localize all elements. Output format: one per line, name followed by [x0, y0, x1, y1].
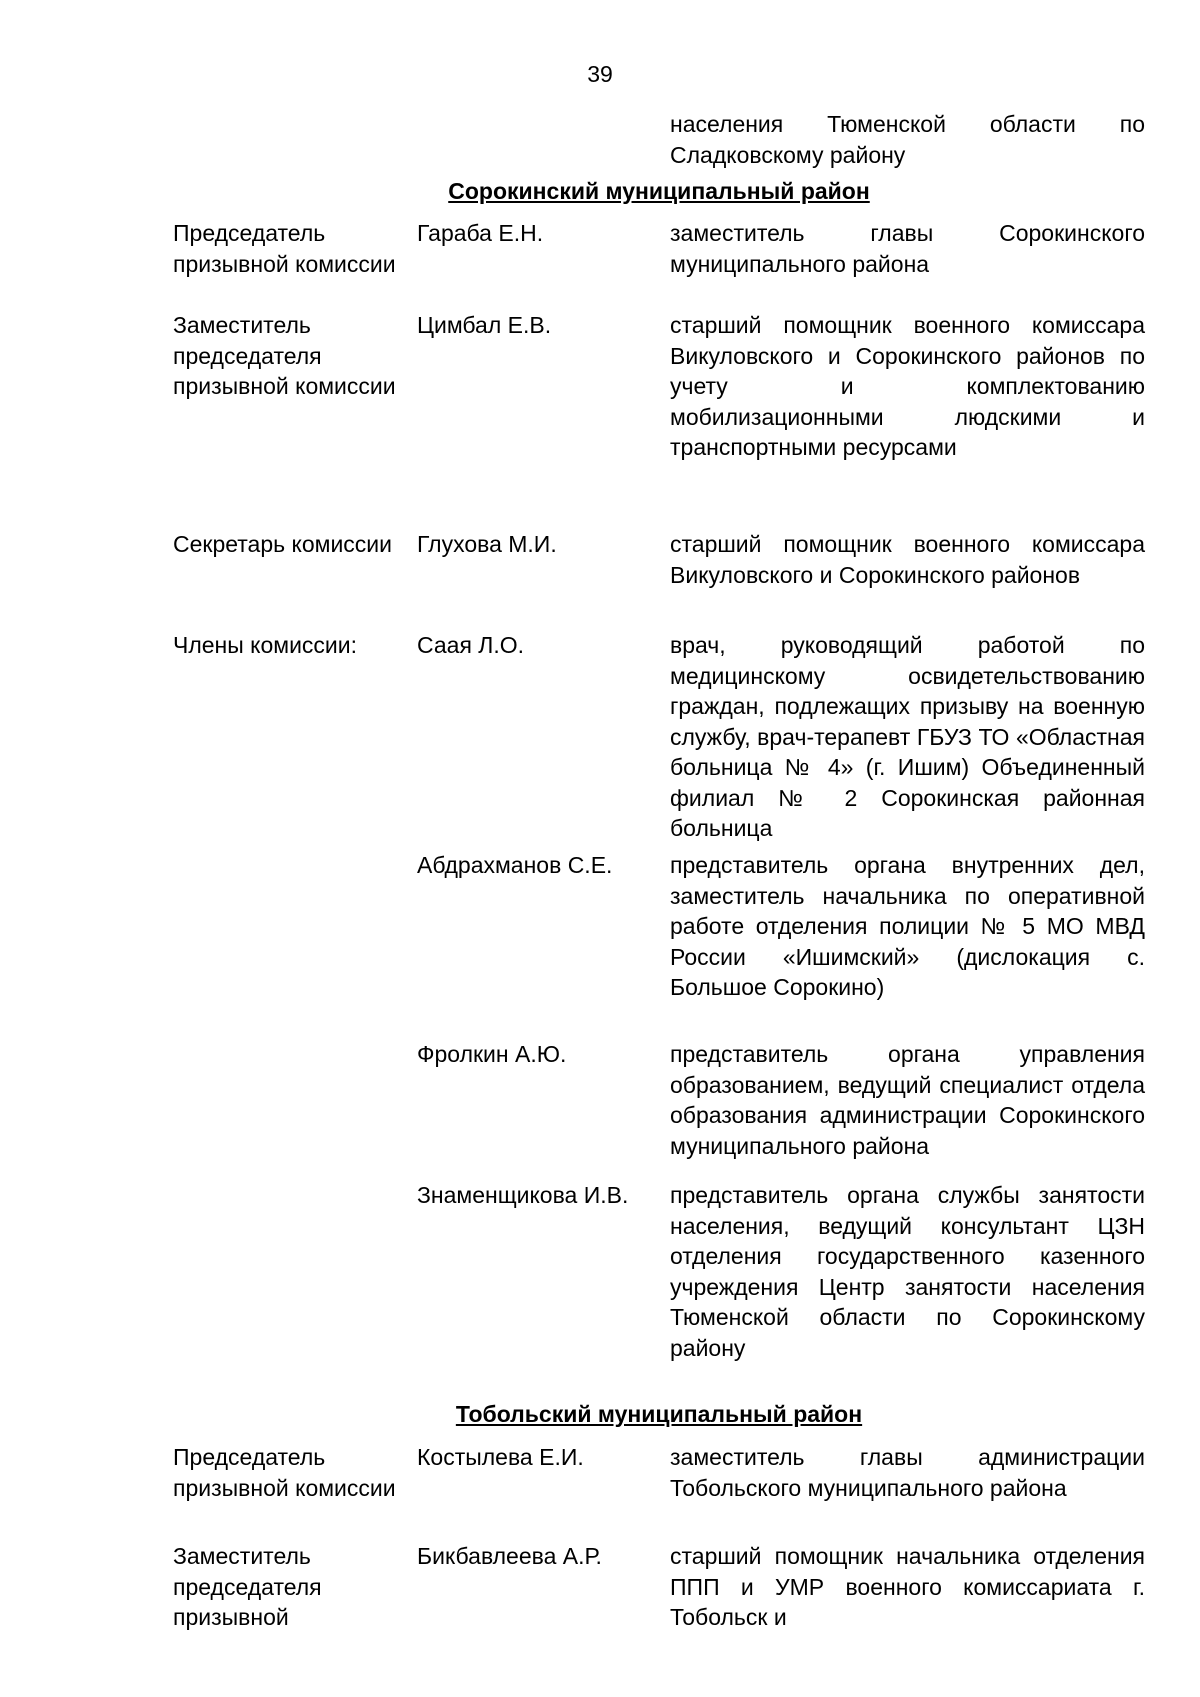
section-title: Тобольский муниципальный район [455, 1401, 863, 1427]
position-description: представитель органа управления образованием, ведущий специалист отдела образования администрации Сорокинского муниципального района [670, 1041, 1145, 1159]
role-label: Заместитель председателя призывной комиссии [173, 312, 396, 399]
role-label: Председатель призывной комиссии [173, 220, 396, 277]
position-description: старший помощник военного комиссара Викуловского и Сорокинского районов [670, 531, 1145, 588]
member-name: Глухова М.И. [417, 531, 557, 557]
role-label: Секретарь комиссии [173, 531, 392, 557]
position-description: представитель органа внутренних дел, заместитель начальника по оперативной работе отделения полиции № 5 МО МВД России «Ишимский» (дислокация с. Большое Сорокино) [670, 852, 1145, 1000]
position-description: заместитель главы администрации Тобольского муниципального района [670, 1444, 1145, 1501]
member-name: Цимбал Е.В. [417, 312, 552, 338]
member-name: Знаменщикова И.В. [417, 1182, 629, 1208]
position-description: старший помощник военного комиссара Викуловского и Сорокинского районов по учету и комплектованию мобилизационными людскими и транспортными ресурсами [670, 312, 1145, 460]
member-name: Саая Л.О. [417, 632, 525, 658]
member-name: Гараба Е.Н. [417, 220, 544, 246]
role-label: Председатель призывной комиссии [173, 1444, 396, 1501]
member-name: Бикбавлеева А.Р. [417, 1543, 602, 1569]
member-name: Костылева Е.И. [417, 1444, 584, 1470]
member-name: Абдрахманов С.Е. [417, 852, 613, 878]
position-description: старший помощник начальника отделения ППП и УМР военного комиссариата г. Тобольск и [670, 1543, 1145, 1630]
position-description: врач, руководящий работой по медицинскому освидетельствованию граждан, подлежащих призыву на военную службу, врач-терапевт ГБУЗ ТО «Областная больница № 4» (г. Ишим) Объединенный филиал № 2 Сорокинская районная больница [670, 632, 1145, 841]
role-label: Заместитель председателя призывной [173, 1543, 322, 1630]
section-title: Сорокинский муниципальный район [448, 178, 870, 204]
page-number: 39 [587, 61, 613, 87]
position-description: заместитель главы Сорокинского муниципального района [670, 220, 1145, 277]
role-label: Члены комиссии: [173, 632, 358, 658]
continuation-text: населения Тюменской области по Сладковскому району [670, 111, 1145, 168]
position-description: представитель органа службы занятости населения, ведущий консультант ЦЗН отделения государственного казенного учреждения Центр занятости населения Тюменской области по Сорокинскому району [670, 1182, 1145, 1361]
member-name: Фролкин А.Ю. [417, 1041, 567, 1067]
